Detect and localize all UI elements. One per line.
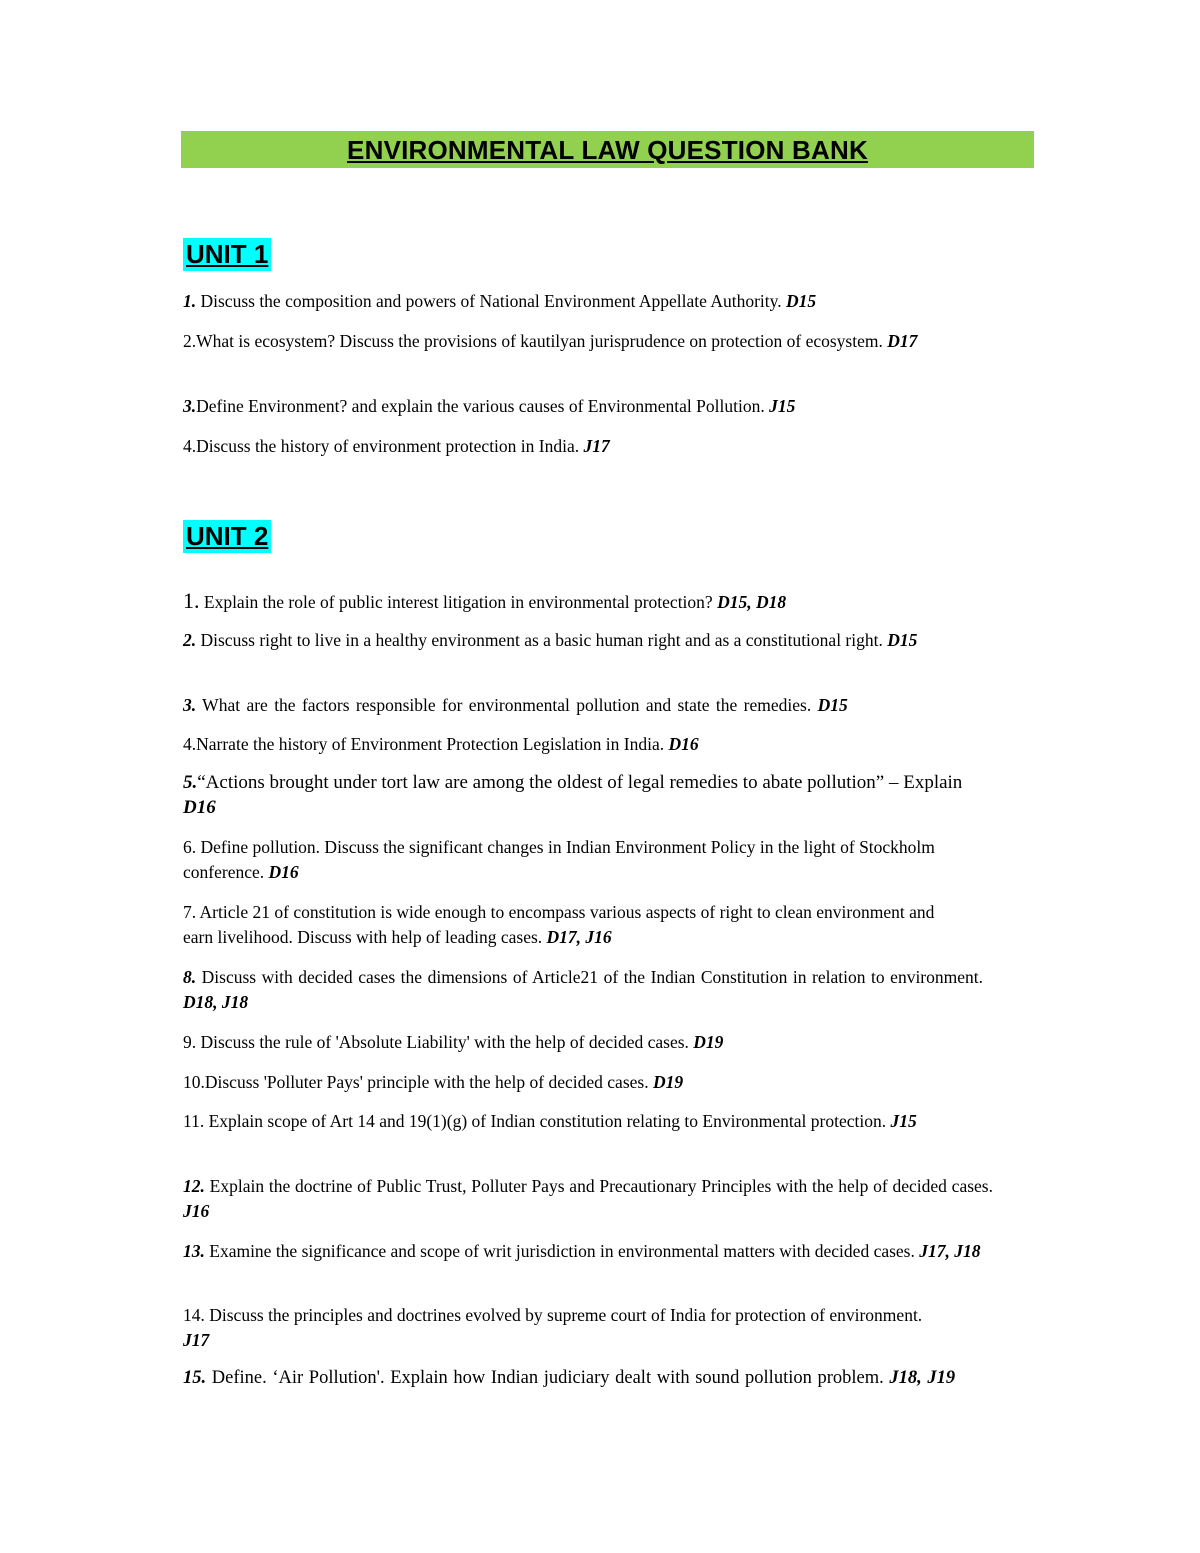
question-number: 4. xyxy=(183,436,197,456)
question-text: Discuss the history of environment protection in India. xyxy=(196,436,584,456)
question-text: Examine the significance and scope of writ jurisdiction in environmental matters with decided cases. xyxy=(204,1241,920,1261)
unit2-question-15 xyxy=(183,1366,1035,1391)
question-number: 6. xyxy=(183,837,197,857)
exam-tag: D15 xyxy=(817,695,848,715)
unit2-question-5 xyxy=(183,770,983,820)
question-number: 11. xyxy=(183,1111,205,1131)
question-number: 5. xyxy=(183,772,198,793)
question-number: 8. xyxy=(183,967,197,987)
question-number: 13. xyxy=(183,1241,205,1261)
unit2-question-11 xyxy=(183,1109,1013,1134)
unit2-question-9 xyxy=(183,1030,1035,1055)
unit2-question-10 xyxy=(183,1070,1035,1095)
question-number: 14. xyxy=(183,1305,205,1325)
question-text: Discuss right to live in a healthy environment as a basic human right and as a constitutional right. xyxy=(196,630,888,650)
exam-tag: D16 xyxy=(183,797,216,818)
unit2-question-6 xyxy=(183,835,983,885)
exam-tag: D16 xyxy=(268,862,299,882)
question-number: 15. xyxy=(183,1368,207,1388)
unit1-question-3 xyxy=(183,394,1035,419)
unit2-question-7 xyxy=(183,900,943,950)
unit2-question-3 xyxy=(183,693,1035,718)
question-text: Discuss with decided cases the dimensions of Article21 of the Indian Constitution in relation to environment. xyxy=(196,967,983,987)
exam-tag: D18, J18 xyxy=(183,992,249,1012)
question-number: 7. xyxy=(183,902,197,922)
exam-tag: D15, D18 xyxy=(717,592,787,612)
question-number: 1. xyxy=(183,291,197,311)
document-title: ENVIRONMENTAL LAW QUESTION BANK xyxy=(347,135,868,165)
question-text: What are the factors responsible for environmental pollution and state the remedies. xyxy=(196,695,818,715)
question-number: 12. xyxy=(183,1176,205,1196)
unit2-question-12 xyxy=(183,1174,993,1224)
question-text: Narrate the history of Environment Protection Legislation in India. xyxy=(196,734,669,754)
exam-tag: J16 xyxy=(183,1201,210,1221)
question-text: “Actions brought under tort law are among the oldest of legal remedies to abate pollution” – Explain xyxy=(197,772,963,793)
exam-tag: D19 xyxy=(652,1072,684,1092)
unit1-question-1 xyxy=(183,289,1035,314)
exam-tag: J15 xyxy=(890,1111,917,1131)
question-number: 3. xyxy=(183,695,197,715)
exam-tag: J15 xyxy=(769,396,796,416)
exam-tag: J17 xyxy=(183,1330,210,1350)
question-text: What is ecosystem? Discuss the provisions of kautilyan jurisprudence on protection of ecosystem. xyxy=(196,331,888,351)
question-text: Define Environment? and explain the various causes of Environmental Pollution. xyxy=(196,396,770,416)
question-text: Discuss the rule of 'Absolute Liability' with the help of decided cases. xyxy=(196,1032,694,1052)
exam-tag: J17, J18 xyxy=(919,1241,981,1261)
unit2-question-2 xyxy=(183,628,1035,653)
question-number: 9. xyxy=(183,1032,197,1052)
question-text: Explain scope of Art 14 and 19(1)(g) of Indian constitution relating to Environmental protection. xyxy=(204,1111,891,1131)
exam-tag: D17, J16 xyxy=(546,927,612,947)
exam-tag: D17 xyxy=(887,331,918,351)
exam-tag: J18, J19 xyxy=(889,1368,956,1388)
question-text: Define pollution. Discuss the significant changes in Indian Environment Policy in the light of Stockholm conference. xyxy=(183,837,935,882)
exam-tag: J17 xyxy=(583,436,610,456)
unit1-question-2 xyxy=(183,329,1035,354)
exam-tag: D15 xyxy=(786,291,817,311)
question-text: Discuss the principles and doctrines evolved by supreme court of India for protection of environment. xyxy=(204,1305,923,1325)
question-text: Define. ‘Air Pollution'. Explain how Indian judiciary dealt with sound pollution problem. xyxy=(206,1368,890,1388)
exam-tag: D19 xyxy=(693,1032,724,1052)
unit2-question-14 xyxy=(183,1303,943,1353)
unit1-question-4 xyxy=(183,434,1035,459)
question-number: 3. xyxy=(183,396,197,416)
question-text: Discuss the composition and powers of National Environment Appellate Authority. xyxy=(196,291,787,311)
unit2-question-8 xyxy=(183,965,983,1015)
question-number: 2. xyxy=(183,630,197,650)
exam-tag: D15 xyxy=(887,630,918,650)
question-text: Explain the doctrine of Public Trust, Polluter Pays and Precautionary Principles with the help of decided cases. xyxy=(204,1176,993,1196)
question-text: Explain the role of public interest litigation in environmental protection? xyxy=(199,592,718,612)
question-number: 2. xyxy=(183,331,197,351)
title-banner xyxy=(181,131,1034,168)
unit-2-heading: UNIT 2 xyxy=(183,520,271,553)
question-text: Discuss 'Polluter Pays' principle with the help of decided cases. xyxy=(204,1072,653,1092)
unit2-question-4 xyxy=(183,732,1035,757)
unit-1-heading: UNIT 1 xyxy=(183,238,271,271)
question-number: 1. xyxy=(183,588,200,613)
unit2-question-13 xyxy=(183,1239,983,1264)
exam-tag: D16 xyxy=(668,734,699,754)
question-number: 10. xyxy=(183,1072,205,1092)
question-number: 4. xyxy=(183,734,197,754)
unit2-question-1 xyxy=(183,588,1035,615)
question-text: Article 21 of constitution is wide enough to encompass various aspects of right to clean environment and earn livelihood. Discuss with help of leading cases. xyxy=(183,902,935,947)
